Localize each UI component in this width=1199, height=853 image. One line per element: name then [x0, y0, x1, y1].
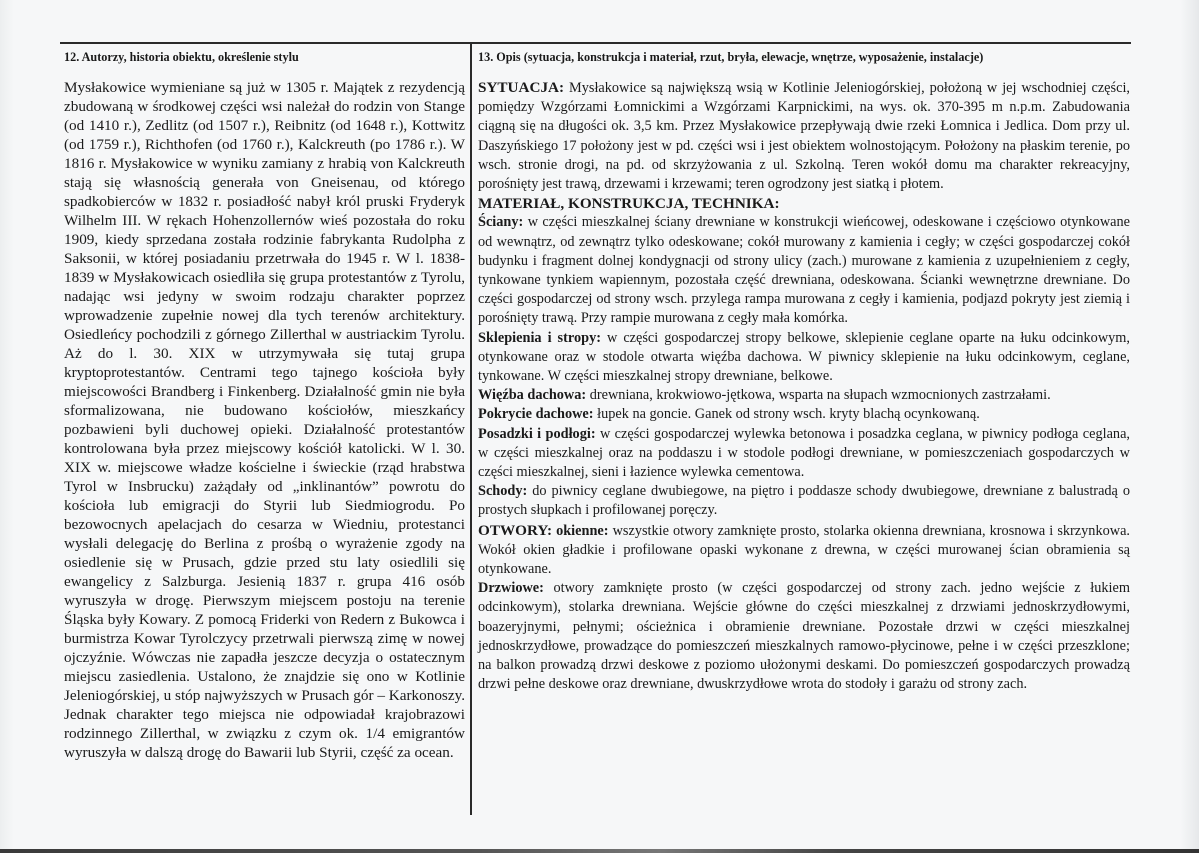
openings-paragraph — [478, 521, 1130, 580]
stairs-paragraph — [478, 482, 1130, 520]
section-12-title: 12. Autorzy, historia obiektu, określenie stylu — [64, 50, 299, 64]
doors-label: Drzwiowe: — [478, 580, 544, 597]
roof-truss-paragraph — [478, 386, 1130, 405]
description-text — [478, 78, 1130, 695]
floors-label: Posadzki i podłogi: — [478, 425, 596, 442]
scan-edge — [0, 849, 1199, 853]
floors-paragraph — [478, 425, 1130, 483]
doors-text: otwory zamknięte prosto (w części gospodarczej od strony zach. jedno wejście z łukiem odcinkowym), stolarka drewniana. Wejście główne do części mieszkalnej z drzwiami jednoskrzydłowymi, boazeryjnymi, pełnymi; ościeżnica i obramienie drewniane. Pozostałe drzwi w części mieszkalnej jednoskrzydłowe, prowadzące do pomieszczeń mieszkalnych ramowo-płycinowe, pełne i w części przeszklone; na balkon prowadzą drzwi deskowe z poziomo ułożonymi deskami. Do pomieszczeń gospodarczych prowadzą drzwi pełne deskowe oraz drewniane, dwuskrzydłowe wrota do stodoły i garażu od strony zach. — [478, 580, 1130, 693]
situation-paragraph — [478, 78, 1130, 194]
vaults-label: Sklepienia i stropy: — [478, 329, 601, 346]
column-divider — [470, 42, 472, 815]
stairs-text: do piwnicy ceglane dwubiegowe, na piętro i poddasze schody dwubiegowe, drewniane z balustradą o prostych słupkach i profilowanej poręczy. — [478, 483, 1130, 519]
openings-label: OTWORY: — [478, 521, 553, 539]
doors-paragraph — [478, 579, 1130, 694]
section-13-title: 13. Opis (sytuacja, konstrukcja i materiał, rzut, bryła, elewacje, wnętrze, wyposażenie, instalacje) — [478, 50, 984, 64]
roof-truss-label: Więźba dachowa: — [478, 387, 587, 404]
roofing-label: Pokrycie dachowe: — [478, 406, 594, 423]
section-13-description — [478, 44, 1130, 695]
vaults-text: w części gospodarczej stropy belkowe, sklepienie ceglane oparte na łuku odcinkowym, otynkowane oraz w stodole otwarta więźba dachowa. W piwnicy sklepienie na łuku odcinkowym, ceglane, tynkowane. W części mieszkalnej stropy drewniane, belkowe. — [478, 329, 1130, 385]
walls-text: w części mieszkalnej ściany drewniane w konstrukcji wieńcowej, odeskowane i częściowo otynkowane od wewnątrz, od zewnątrz tylko odeskowane; cokół murowany z kamienia i cegły; w części gospodarczej cokół budynku i fragment dolnej kondygnacji od strony ulicy (zach.) murowane z kamienia z uzupełnieniem z cegły, tynkowane tynkiem wapiennym, pozostała część drewniana, odeskowana. Ścianki wewnętrzne drewniane. Do części gospodarczej od strony wsch. przylega rampa murowana z cegły i kamienia, podjazd pokryty jest ziemią i porośnięty trawą. Przy rampie murowana z cegły mała komórka. — [478, 214, 1130, 327]
history-text: Mysłakowice wymieniane są już w 1305 r. Majątek z rezydencją zbudowaną w środkowej części wsi należał do rodzin von Stange (od 1410 r.), Zedlitz (od 1507 r.), Reibnitz (od 1648 r.), Kottwitz (od 1759 r.), Richthofen (od 1760 r.), Kalckreuth (po 1786 r.). W 1816 r. Mysłakowice w wyniku zamiany z hrabią von Kalckreuth stają się własnością generała von Gneisenau, od którego spadkobierców w 1832 r. posiadłość nabył król pruski Fryderyk Wilhelm III. W rękach Hohenzollernów wieś pozostała do roku 1909, kiedy sprzedana została rodzinie fabrykanta Rudolpha z Saksonii, w której posiadaniu przetrwała do 1945 r. W l. 1838-1839 w Mysłakowicach osiedliła się grupa protestantów z Tyrolu, nadając wsi jedyny w swoim rodzaju charakter poprzez wprowadzenie zupełnie nowej dla tych terenów architektury. Osiedleńcy pochodzili z górnego Zillerthal w austriackim Tyrolu. Aż do l. 30. XIX w utrzymywała się tutaj grupa kryptoprotestantów. Centrami tego tajnego kościoła były miejscowości Brandberg i Finkenberg. Działalność gmin nie była sformalizowana, nie budowano kościołów, mieszkańcy pozbawieni byli duchowej opieki. Działalność protestantów kontrolowana była przez miejscowy kościół katolicki. W l. 30. XIX w. miejscowe władze kościelne i świeckie (rząd hrabstwa Tyrol w Insbrucku) zażądały od „inklinantów” powrotu do kościoła lub emigracji do Styrii lub Siedmiogrodu. Po bezowocnych apelacjach do cesarza w Wiedniu, protestanci wysłali delegację do Berlina z prośbą o wyrażenie zgody na osiedlenie się w Prusach, gdzie przed stu laty osiedlili się ewangelicy z Salzburga. Jesienią 1837 r. grupa 416 osób wyruszyła w drogę. Pierwszym miejscem postoju na terenie Śląska były Kowary. Z pomocą Friderki von Redern z Bukowca i burmistrza Kowar Tyrolczycy przetrwali pierwszą zimę w nowej ojczyźnie. Wówczas nie zapadła jeszcze decyzja o ostatecznym miejscu zasiedlenia. Ustalono, że znajdzie się ono w Kotlinie Jeleniogórskiej, u stóp najwyższych w Prusach gór – Karkonoszy. Jednak charakter tego miejsca nie odpowiadał krajobrazowi rodzinnego Zillerthal, w związku z czym ok. 1/4 emigrantów wyruszyła w dalszą drogę do Bawarii lub Styrii, część za ocean. — [64, 79, 465, 761]
section-12-history — [64, 44, 465, 762]
stairs-label: Schody: — [478, 483, 528, 500]
windows-label: okienne: — [552, 522, 609, 539]
walls-paragraph — [478, 213, 1130, 328]
roof-truss-text: drewniana, krokwiowo-jętkowa, wsparta na słupach wzmocnionych zastrzałami. — [586, 387, 1051, 404]
vaults-paragraph — [478, 329, 1130, 387]
situation-text: Mysłakowice są największą wsią w Kotlinie Jeleniogórskiej, położoną w jej wschodniej części, pomiędzy Wzgórzami Łomnickimi a Wzgórzami Karpnickimi, na wys. ok. 370-395 m n.p.m. Zabudowania ciągną się na długości ok. 3,5 km. Przez Mysłakowice przepływają dwie rzeki Łomnica i Jedlica. Dom przy ul. Daszyńskiego 17 położony jest w pd. części wsi i jest obiektem wolnostojącym. Położony na płaskim terenie, po wsch. stronie drogi, na pd. od skrzyżowania z ul. Szkolną. Teren wokół domu ma charakter rekreacyjny, porośnięty jest trawą, drzewami i krzewami; teren ogrodzony jest siatką i płotem. — [478, 80, 1130, 193]
situation-label: SYTUACJA: — [478, 79, 565, 96]
roofing-text: łupek na goncie. Ganek od strony wsch. kryty blachą ocynkowaną. — [593, 406, 980, 423]
floors-text: w części gospodarczej wylewka betonowa i posadzka ceglana, w piwnicy podłoga ceglana, w części mieszkalnej oraz na poddaszu i w stodole podłogi drewniane, w pomieszczeniach gospodarczych w części mieszkalnej, sieni i łazience wylewka cementowa. — [478, 425, 1130, 481]
walls-label: Ściany: — [478, 214, 524, 231]
material-heading: MATERIAŁ, KONSTRUKCJA, TECHNIKA: — [478, 195, 780, 213]
roofing-paragraph — [478, 405, 1130, 424]
windows-text: wszystkie otwory zamknięte prosto, stolarka okienna drewniana, krosnowa i skrzynkowa. Wokół okien gładkie i profilowane opaski wykonane z drewna, w części murowanej ścian obramienia są otynkowane. — [478, 522, 1130, 578]
